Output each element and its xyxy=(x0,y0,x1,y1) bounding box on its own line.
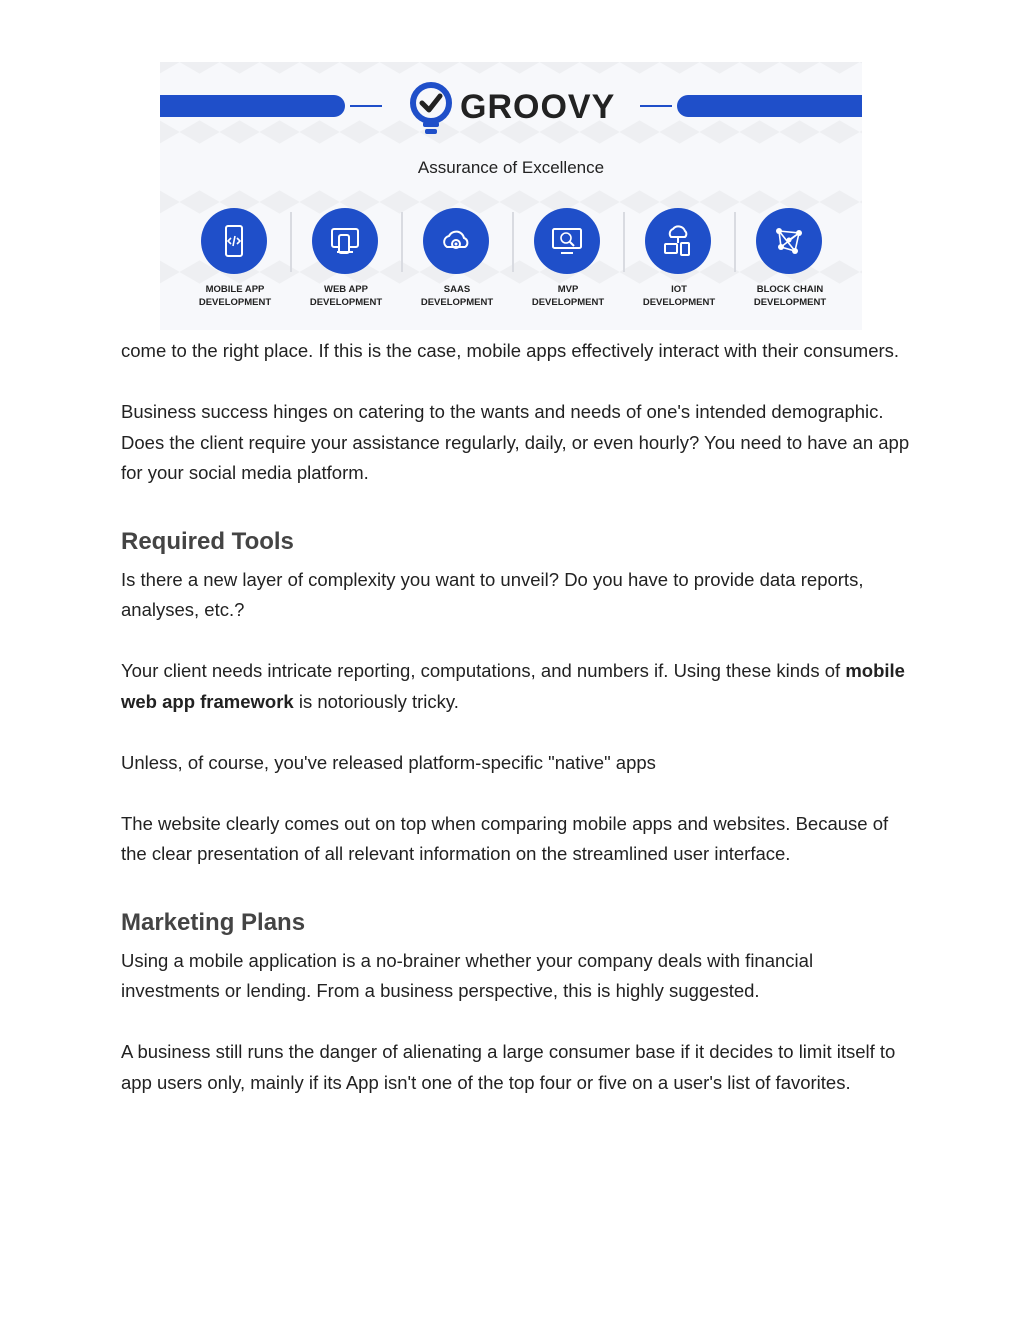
paragraph-text: is notoriously tricky. xyxy=(293,690,459,712)
service-mobile-app xyxy=(180,208,290,318)
paragraph: Is there a new layer of complexity you want to unveil? Do you have to provide data reports, analyses, etc.? xyxy=(121,568,864,620)
bold-phrase: mobile web app framework xyxy=(121,660,905,712)
groovy-banner-image xyxy=(160,62,862,330)
service-blockchain xyxy=(735,208,845,318)
article-body xyxy=(121,336,911,1098)
service-iot xyxy=(624,208,734,318)
brand-name: GROOVY xyxy=(460,88,616,126)
service-label: MVP DEVELOPMENT xyxy=(531,284,605,308)
groovy-logo xyxy=(408,82,618,138)
service-mvp xyxy=(513,208,623,318)
service-label: WEB APP DEVELOPMENT xyxy=(309,284,383,308)
paragraph xyxy=(121,656,911,717)
paragraph: come to the right place. If this is the case, mobile apps effectively interact with their consumers. xyxy=(121,340,900,361)
services-row xyxy=(180,208,850,318)
service-label: BLOCK CHAIN DEVELOPMENT xyxy=(753,284,827,308)
service-label: IOT DEVELOPMENT xyxy=(642,284,716,308)
paragraph-text: Your client needs intricate reporting, computations, and numbers if. Using these kinds of xyxy=(121,660,846,681)
service-web-app xyxy=(291,208,401,318)
mobile-code-icon xyxy=(216,223,252,259)
section-heading: Marketing Plans xyxy=(121,908,306,936)
service-saas xyxy=(402,208,512,318)
banner-right-line xyxy=(640,105,672,107)
mvp-monitor-icon xyxy=(549,223,585,259)
iot-cloud-devices-icon xyxy=(660,223,696,259)
web-app-devices-icon xyxy=(327,223,363,259)
service-label: SAAS DEVELOPMENT xyxy=(420,284,494,308)
lightbulb-check-icon xyxy=(408,82,454,138)
paragraph: Unless, of course, you've released platform-specific "native" apps xyxy=(121,751,656,773)
paragraph: Using a mobile application is a no-brainer whether your company deals with financial investments or lending. From a business perspective, this is highly suggested. xyxy=(121,949,814,1001)
cloud-gear-icon xyxy=(438,223,474,259)
paragraph: Business success hinges on catering to the wants and needs of one's intended demographic. Does the client require your assistance regularly, daily, or even hourly? You need to have an app for your social media platform. xyxy=(121,401,910,483)
banner-left-line xyxy=(350,105,382,107)
banner-right-bar xyxy=(677,95,862,117)
banner-tagline: Assurance of Excellence xyxy=(417,158,605,177)
paragraph: A business still runs the danger of alienating a large consumer base if it decides to limit itself to app users only, mainly if its App isn't one of the top four or five on a user's list of favorites. xyxy=(121,1041,896,1093)
service-label: MOBILE APP DEVELOPMENT xyxy=(198,284,272,308)
section-heading: Required Tools xyxy=(121,527,294,555)
paragraph: The website clearly comes out on top when comparing mobile apps and websites. Because of the clear presentation of all relevant information on the streamlined user interface. xyxy=(121,812,889,864)
banner-left-bar xyxy=(160,95,345,117)
blockchain-network-icon xyxy=(771,223,807,259)
